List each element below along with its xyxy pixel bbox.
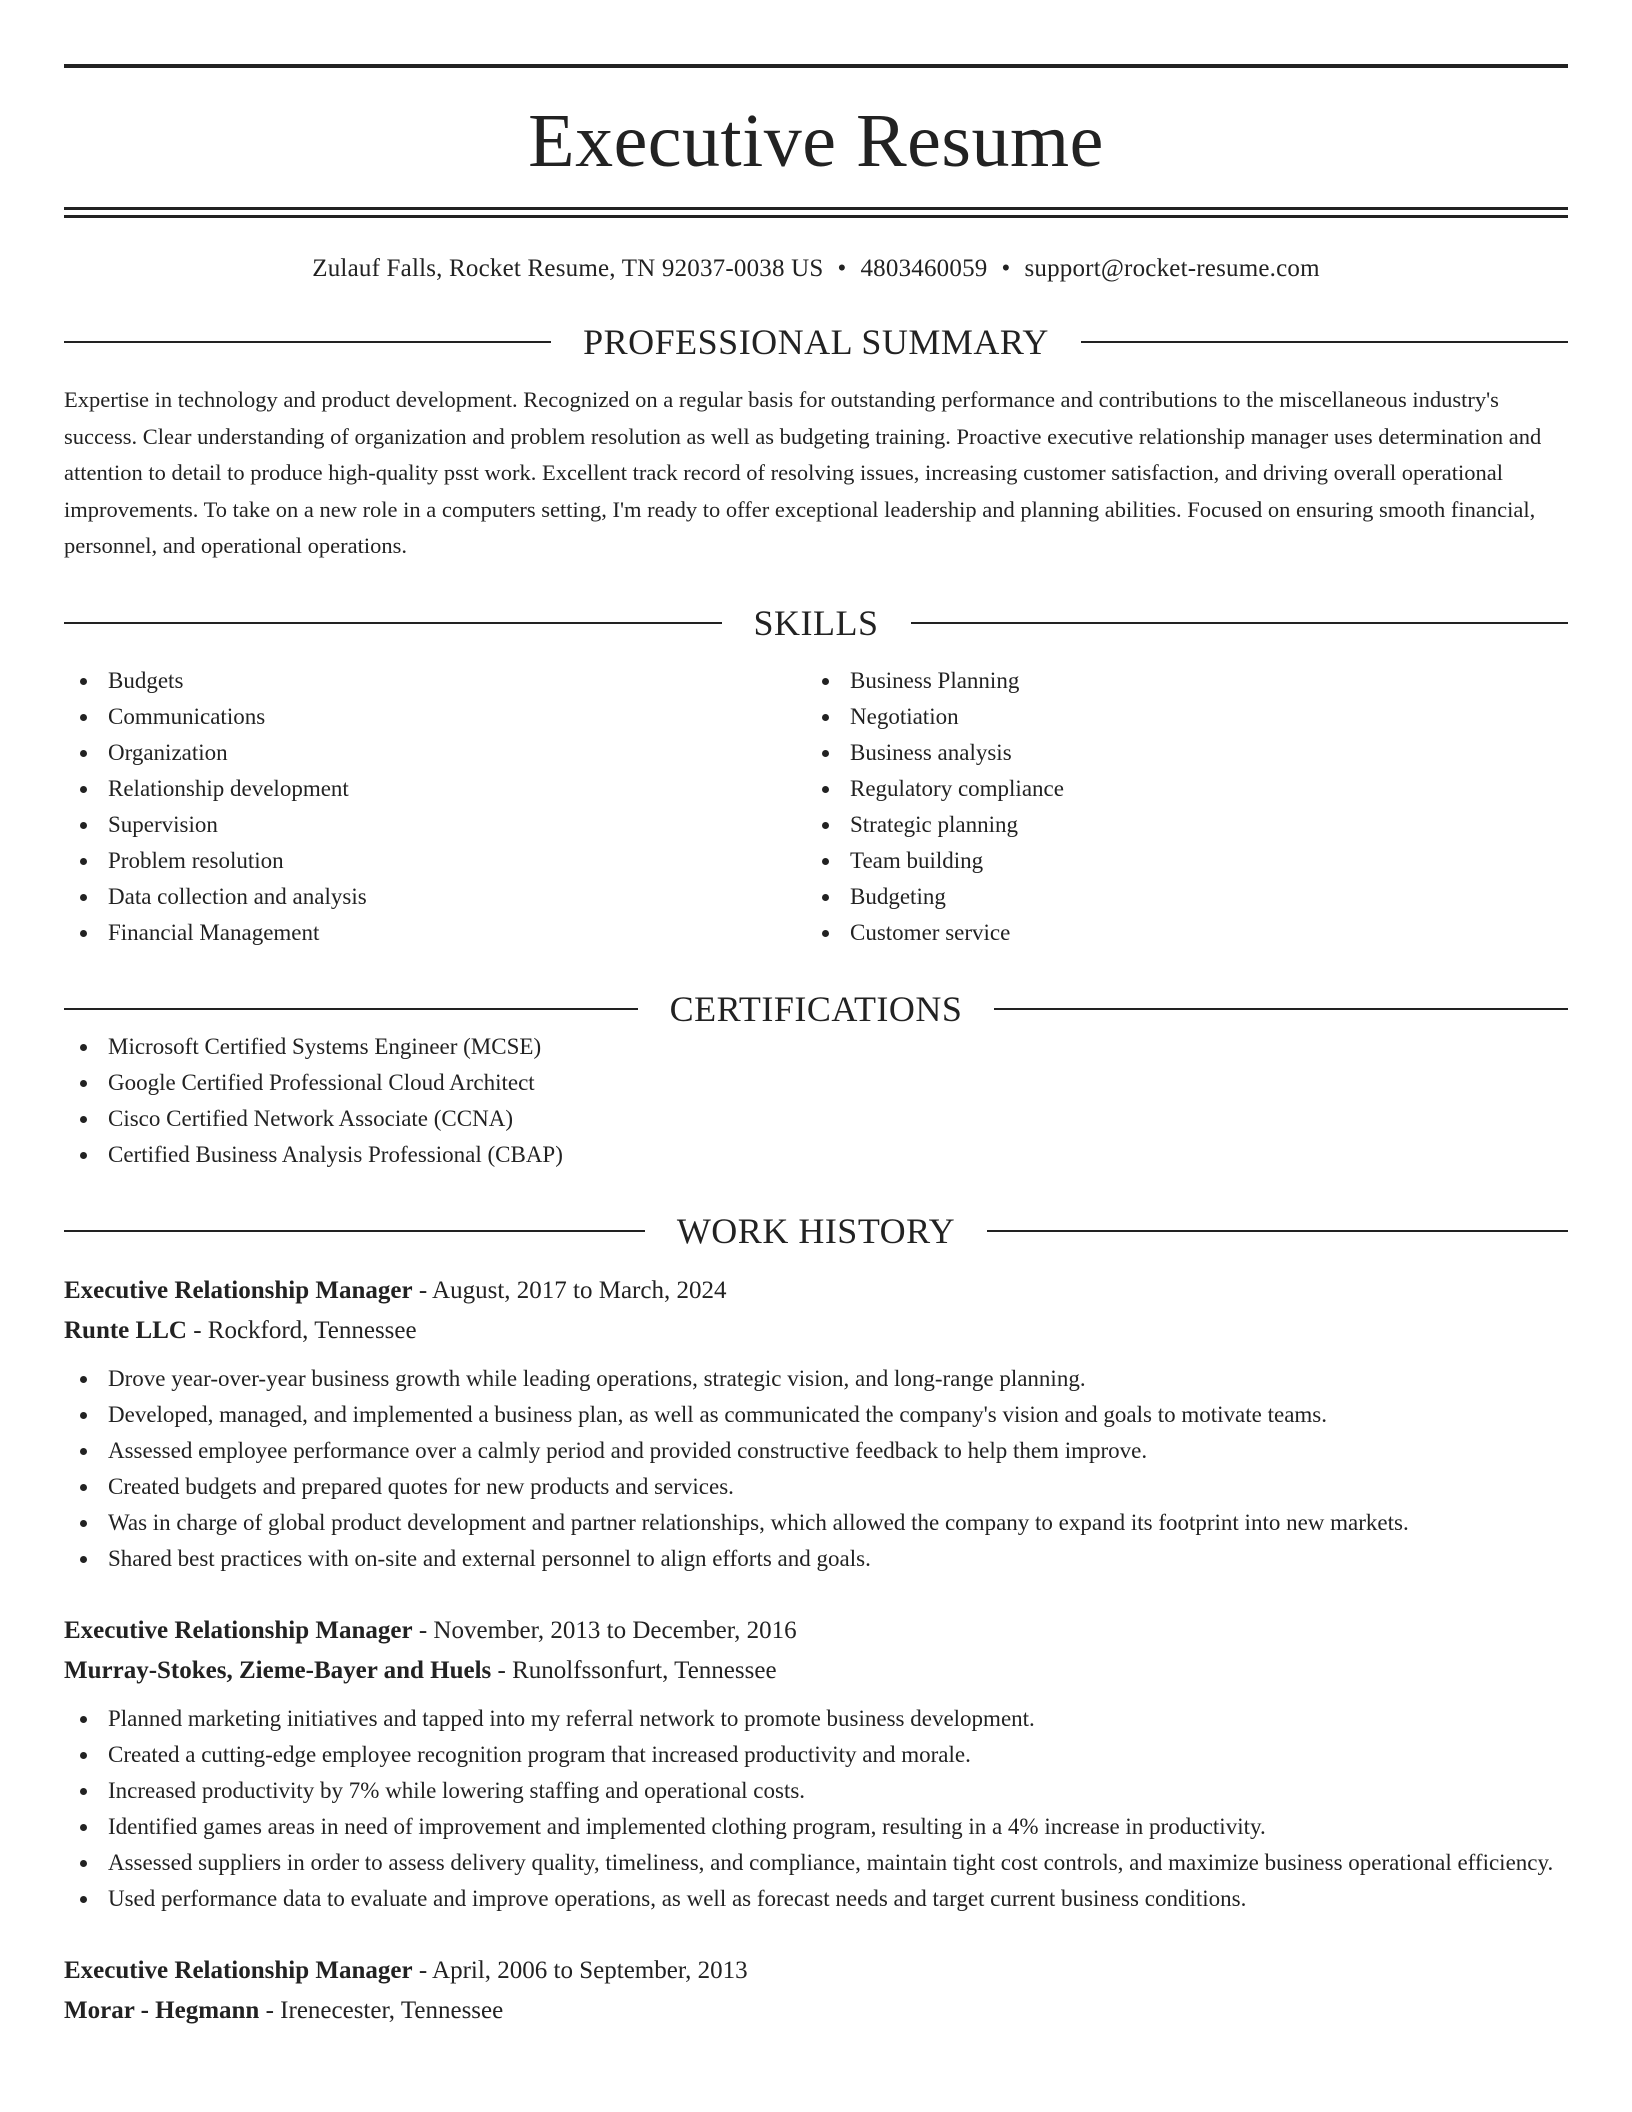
job-company-line: [64, 1311, 1568, 1351]
job-bullet: Assessed suppliers in order to assess delivery quality, timeliness, and compliance, maintain tight cost controls, and maximize business operational efficiency.: [64, 1845, 1568, 1881]
divider-line: [911, 622, 1569, 624]
job-title-line: [64, 1611, 1568, 1651]
section-title-certifications: CERTIFICATIONS: [669, 988, 963, 1029]
job-entry: [64, 1951, 1568, 2031]
skill-item: Organization: [64, 735, 806, 771]
job-bullet: Drove year-over-year business growth while leading operations, strategic vision, and long-range planning.: [64, 1361, 1568, 1397]
job-dates: - November, 2013 to December, 2016: [418, 1616, 797, 1644]
certification-item: Google Certified Professional Cloud Architect: [64, 1065, 1568, 1101]
divider-line: [64, 622, 722, 624]
job-bullet: Planned marketing initiatives and tapped into my referral network to promote business development.: [64, 1701, 1568, 1737]
job-location: - Irenecester, Tennessee: [265, 1996, 504, 2024]
job-company-line: [64, 1991, 1568, 2031]
resume-page: [64, 64, 1568, 2031]
job-bullet: Assessed employee performance over a calmly period and provided constructive feedback to help them improve.: [64, 1433, 1568, 1469]
contact-phone: 4803460059: [860, 255, 988, 282]
skills-left-list: [64, 663, 806, 951]
section-title-work-history: WORK HISTORY: [676, 1210, 956, 1251]
skill-item: Financial Management: [64, 915, 806, 951]
contact-line: [64, 254, 1568, 284]
certification-item: Certified Business Analysis Professional (CBAP): [64, 1137, 1568, 1173]
section-title-skills: SKILLS: [753, 602, 879, 643]
divider-line: [987, 1230, 1568, 1232]
job-location: - Runolfssonfurt, Tennessee: [497, 1656, 777, 1684]
job-company: Runte LLC: [64, 1316, 187, 1344]
job-company-line: [64, 1651, 1568, 1691]
skill-item: Customer service: [806, 915, 1548, 951]
contact-separator: •: [1001, 255, 1011, 282]
job-bullet: Identified games areas in need of improvement and implemented clothing program, resulting in a 4% increase in productivity.: [64, 1809, 1568, 1845]
skill-item: Team building: [806, 843, 1548, 879]
divider-line: [64, 341, 551, 343]
certification-item: Microsoft Certified Systems Engineer (MCSE): [64, 1029, 1568, 1065]
job-title: Executive Relationship Manager: [64, 1956, 413, 1984]
resume-title: Executive Resume: [528, 99, 1104, 183]
skill-item: Budgets: [64, 663, 806, 699]
certifications-list: [64, 1029, 1568, 1173]
job-entry: [64, 1611, 1568, 1917]
summary-paragraph: Expertise in technology and product development. Recognized on a regular basis for outstanding performance and contributions to the miscellaneous industry's success. Clear understanding of organization and problem resolution as well as budgeting training. Proactive executive relationship manager uses determination and attention to detail to produce high-quality psst work. Excellent track record of resolving issues, increasing customer satisfaction, and driving overall operational improvements. To take on a new role in a computers setting, I'm ready to offer exceptional leadership and planning abilities. Focused on ensuring smooth financial, personnel, and operational operations.: [64, 387, 1542, 558]
skills-columns: [64, 663, 1568, 951]
divider-line: [64, 1230, 645, 1232]
divider-line: [64, 1008, 638, 1010]
job-bullet: Used performance data to evaluate and improve operations, as well as forecast needs and target current business conditions.: [64, 1881, 1568, 1917]
certification-item: Cisco Certified Network Associate (CCNA): [64, 1101, 1568, 1137]
section-title-summary: PROFESSIONAL SUMMARY: [583, 322, 1049, 362]
skill-item: Regulatory compliance: [806, 771, 1548, 807]
job-bullet: Was in charge of global product development and partner relationships, which allowed the company to expand its footprint into new markets.: [64, 1505, 1568, 1541]
contact-email: support@rocket-resume.com: [1024, 255, 1320, 282]
skill-item: Problem resolution: [64, 843, 806, 879]
contact-address: Zulauf Falls, Rocket Resume, TN 92037-0038 US: [312, 255, 824, 282]
job-bullet: Increased productivity by 7% while lowering staffing and operational costs.: [64, 1773, 1568, 1809]
job-company: Morar - Hegmann: [64, 1996, 260, 2024]
job-dates: - April, 2006 to September, 2013: [418, 1956, 748, 1984]
section-header-skills: [64, 603, 1568, 643]
divider-line: [1081, 341, 1568, 343]
title-double-rule: [64, 207, 1568, 218]
section-header-work-history: [64, 1211, 1568, 1251]
divider-line: [994, 1008, 1568, 1010]
section-header-certifications: [64, 989, 1568, 1029]
skill-item: Strategic planning: [806, 807, 1548, 843]
skill-item: Negotiation: [806, 699, 1548, 735]
skills-right-list: [806, 663, 1548, 951]
skill-item: Budgeting: [806, 879, 1548, 915]
skill-item: Business Planning: [806, 663, 1548, 699]
skill-item: Data collection and analysis: [64, 879, 806, 915]
job-entry: [64, 1271, 1568, 1577]
section-header-summary: [64, 322, 1568, 362]
skills-right-column: [806, 663, 1548, 951]
job-bullet: Created a cutting-edge employee recognition program that increased productivity and morale.: [64, 1737, 1568, 1773]
job-company: Murray-Stokes, Zieme-Bayer and Huels: [64, 1656, 492, 1684]
job-title-line: [64, 1271, 1568, 1311]
job-bullet: Created budgets and prepared quotes for new products and services.: [64, 1469, 1568, 1505]
job-bullet: Shared best practices with on-site and external personnel to align efforts and goals.: [64, 1541, 1568, 1577]
job-location: - Rockford, Tennessee: [193, 1316, 417, 1344]
job-bullets: [64, 1361, 1568, 1577]
job-title: Executive Relationship Manager: [64, 1616, 413, 1644]
skills-left-column: [64, 663, 806, 951]
skill-item: Relationship development: [64, 771, 806, 807]
top-rule: [64, 64, 1568, 68]
job-dates: - August, 2017 to March, 2024: [418, 1276, 727, 1304]
job-title-line: [64, 1951, 1568, 1991]
skill-item: Supervision: [64, 807, 806, 843]
skill-item: Communications: [64, 699, 806, 735]
skill-item: Business analysis: [806, 735, 1548, 771]
contact-separator: •: [837, 255, 847, 282]
job-title: Executive Relationship Manager: [64, 1276, 413, 1304]
job-bullets: [64, 1701, 1568, 1917]
job-bullet: Developed, managed, and implemented a business plan, as well as communicated the company's vision and goals to motivate teams.: [64, 1397, 1568, 1433]
